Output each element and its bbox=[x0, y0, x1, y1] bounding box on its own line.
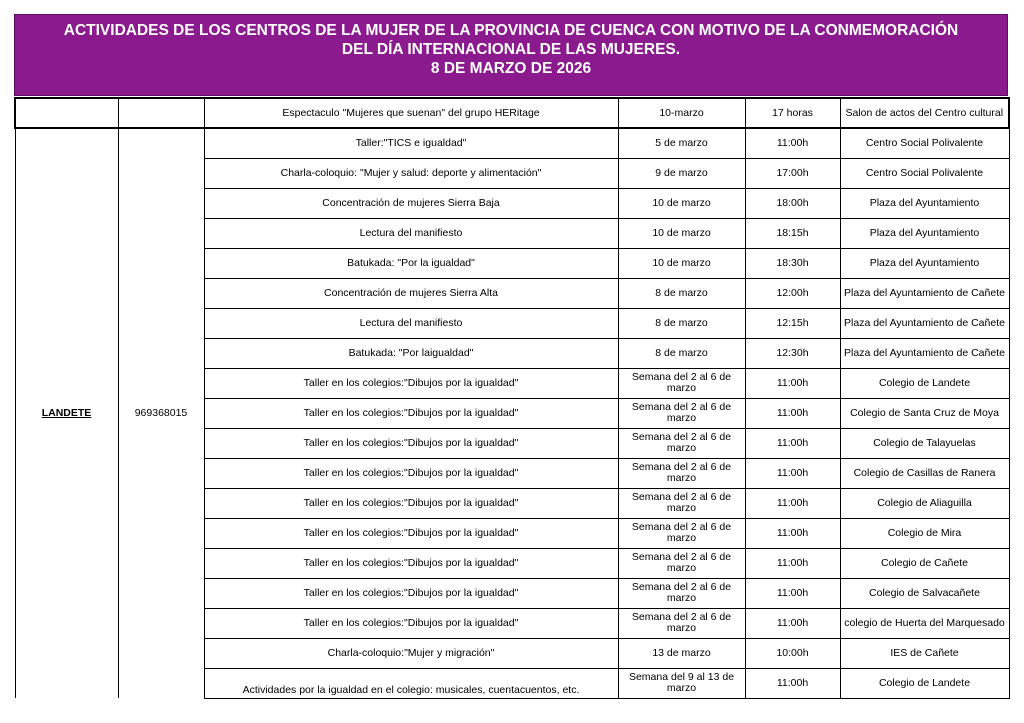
time-cell: 12:00h bbox=[745, 278, 840, 308]
date-cell: Semana del 2 al 6 de marzo bbox=[618, 398, 745, 428]
place-cell: Colegio de Cañete bbox=[840, 548, 1009, 578]
empty-cell bbox=[118, 98, 204, 128]
place-cell: Colegio de Santa Cruz de Moya bbox=[840, 398, 1009, 428]
place-cell: Plaza del Ayuntamiento de Cañete bbox=[840, 278, 1009, 308]
date-cell: 13 de marzo bbox=[618, 638, 745, 668]
time-cell: 18:30h bbox=[745, 248, 840, 278]
time-cell: 11:00h bbox=[745, 548, 840, 578]
date-cell: 10 de marzo bbox=[618, 188, 745, 218]
time-cell: 12:30h bbox=[745, 338, 840, 368]
place-cell: Centro Social Polivalente bbox=[840, 128, 1009, 158]
time-cell: 11:00h bbox=[745, 488, 840, 518]
place-cell: Salon de actos del Centro cultural bbox=[840, 98, 1009, 128]
place-cell: Plaza del Ayuntamiento bbox=[840, 218, 1009, 248]
place-cell: Plaza del Ayuntamiento bbox=[840, 248, 1009, 278]
activity-cell: Batukada: "Por laigualdad" bbox=[204, 338, 618, 368]
date-cell: 5 de marzo bbox=[618, 128, 745, 158]
activity-cell: Taller en los colegios:"Dibujos por la igualdad" bbox=[204, 458, 618, 488]
time-cell: 17:00h bbox=[745, 158, 840, 188]
place-cell: Plaza del Ayuntamiento de Cañete bbox=[840, 338, 1009, 368]
activity-cell: Taller en los colegios:"Dibujos por la igualdad" bbox=[204, 368, 618, 398]
place-cell: Colegio de Talayuelas bbox=[840, 428, 1009, 458]
date-cell: Semana del 9 al 13 de marzo bbox=[618, 668, 745, 698]
time-cell: 12:15h bbox=[745, 308, 840, 338]
header-date-line: 8 DE MARZO DE 2026 bbox=[430, 60, 592, 77]
activity-cell: Lectura del manifiesto bbox=[204, 218, 618, 248]
time-cell: 17 horas bbox=[745, 98, 840, 128]
time-cell: 11:00h bbox=[745, 668, 840, 698]
date-cell: Semana del 2 al 6 de marzo bbox=[618, 608, 745, 638]
activity-cell: Espectaculo "Mujeres que suenan" del grupo HERitage bbox=[204, 98, 618, 128]
date-cell: Semana del 2 al 6 de marzo bbox=[618, 458, 745, 488]
activity-cell: Taller en los colegios:"Dibujos por la igualdad" bbox=[204, 608, 618, 638]
time-cell: 11:00h bbox=[745, 428, 840, 458]
date-cell: 10-marzo bbox=[618, 98, 745, 128]
place-cell: Colegio de Salvacañete bbox=[840, 578, 1009, 608]
time-cell: 11:00h bbox=[745, 608, 840, 638]
date-cell: 10 de marzo bbox=[618, 248, 745, 278]
date-cell: Semana del 2 al 6 de marzo bbox=[618, 548, 745, 578]
place-cell: colegio de Huerta del Marquesado bbox=[840, 608, 1009, 638]
date-cell: Semana del 2 al 6 de marzo bbox=[618, 428, 745, 458]
date-cell: 8 de marzo bbox=[618, 338, 745, 368]
place-cell: Plaza del Ayuntamiento de Cañete bbox=[840, 308, 1009, 338]
date-cell: Semana del 2 al 6 de marzo bbox=[618, 578, 745, 608]
header-title-line-2: DEL DÍA INTERNACIONAL DE LAS MUJERES. bbox=[341, 41, 681, 58]
activity-cell: Taller en los colegios:"Dibujos por la igualdad" bbox=[204, 578, 618, 608]
place-cell: Colegio de Mira bbox=[840, 518, 1009, 548]
time-cell: 10:00h bbox=[745, 638, 840, 668]
place-cell: Colegio de Landete bbox=[840, 668, 1009, 698]
place-cell: Colegio de Landete bbox=[840, 368, 1009, 398]
time-cell: 11:00h bbox=[745, 368, 840, 398]
activity-cell: Charla-coloquio:"Mujer y migración" bbox=[204, 638, 618, 668]
empty-cell bbox=[15, 98, 118, 128]
time-cell: 11:00h bbox=[745, 578, 840, 608]
date-cell: Semana del 2 al 6 de marzo bbox=[618, 518, 745, 548]
activity-cell: Taller en los colegios:"Dibujos por la igualdad" bbox=[204, 488, 618, 518]
date-cell: 8 de marzo bbox=[618, 278, 745, 308]
place-cell: Colegio de Aliaguilla bbox=[840, 488, 1009, 518]
header-title-line-1: ACTIVIDADES DE LOS CENTROS DE LA MUJER DE LA PROVINCIA DE CUENCA CON MOTIVO DE LA CONMEMORACIÓN bbox=[63, 22, 959, 39]
activity-cell: Concentración de mujeres Sierra Alta bbox=[204, 278, 618, 308]
activities-table bbox=[14, 97, 1010, 699]
center-phone-cell: 969368015 bbox=[118, 128, 204, 698]
time-cell: 18:00h bbox=[745, 188, 840, 218]
activity-cell: Taller:"TICS e igualdad" bbox=[204, 128, 618, 158]
activity-cell: Taller en los colegios:"Dibujos por la igualdad" bbox=[204, 518, 618, 548]
activity-cell: Taller en los colegios:"Dibujos por la igualdad" bbox=[204, 398, 618, 428]
place-cell: Centro Social Polivalente bbox=[840, 158, 1009, 188]
activity-cell: Taller en los colegios:"Dibujos por la igualdad" bbox=[204, 548, 618, 578]
time-cell: 11:00h bbox=[745, 128, 840, 158]
place-cell: Colegio de Casillas de Ranera bbox=[840, 458, 1009, 488]
date-cell: Semana del 2 al 6 de marzo bbox=[618, 488, 745, 518]
time-cell: 18:15h bbox=[745, 218, 840, 248]
activity-cell: Lectura del manifiesto bbox=[204, 308, 618, 338]
document-header bbox=[14, 14, 1008, 96]
date-cell: Semana del 2 al 6 de marzo bbox=[618, 368, 745, 398]
date-cell: 10 de marzo bbox=[618, 218, 745, 248]
place-cell: IES de Cañete bbox=[840, 638, 1009, 668]
activity-cell: Concentración de mujeres Sierra Baja bbox=[204, 188, 618, 218]
time-cell: 11:00h bbox=[745, 458, 840, 488]
date-cell: 8 de marzo bbox=[618, 308, 745, 338]
activity-cell: Charla-coloquio: "Mujer y salud: deporte y alimentación" bbox=[204, 158, 618, 188]
table-row bbox=[15, 128, 1009, 158]
time-cell: 11:00h bbox=[745, 518, 840, 548]
table-row bbox=[15, 98, 1009, 128]
date-cell: 9 de marzo bbox=[618, 158, 745, 188]
activity-cell: Batukada: "Por la igualdad" bbox=[204, 248, 618, 278]
place-cell: Plaza del Ayuntamiento bbox=[840, 188, 1009, 218]
center-name-cell: LANDETE bbox=[15, 128, 118, 698]
time-cell: 11:00h bbox=[745, 398, 840, 428]
activity-cell: Actividades por la igualdad en el colegio: musicales, cuentacuentos, etc. bbox=[204, 668, 618, 698]
activity-cell: Taller en los colegios:"Dibujos por la igualdad" bbox=[204, 428, 618, 458]
